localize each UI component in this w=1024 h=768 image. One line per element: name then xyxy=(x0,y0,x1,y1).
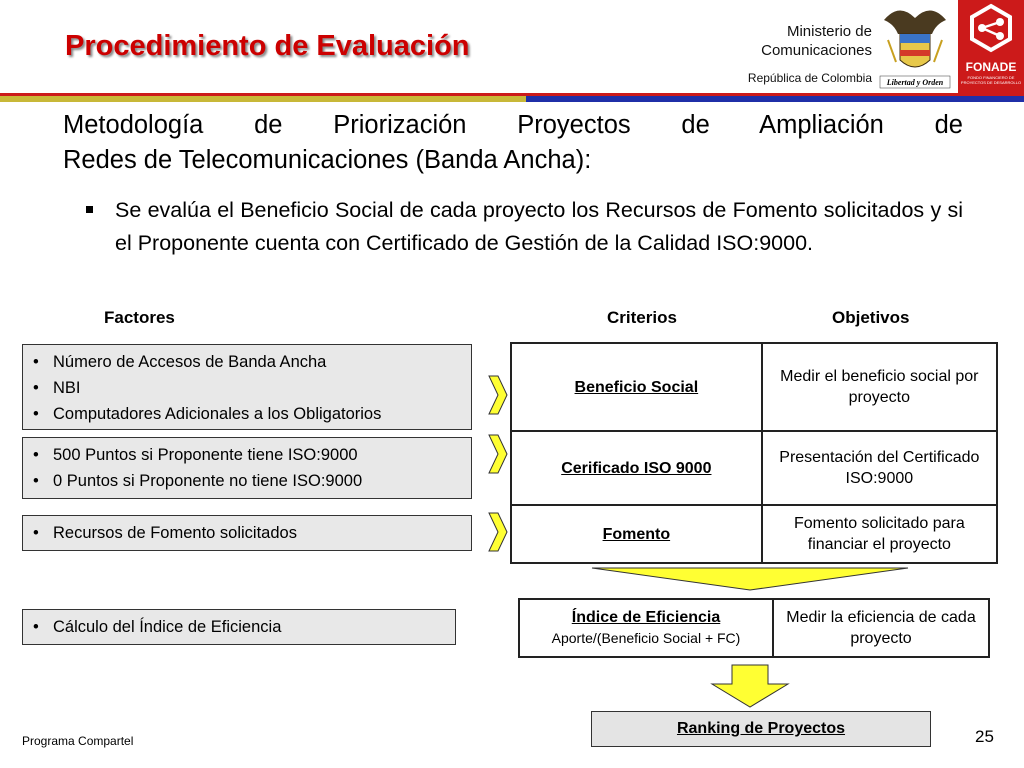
table-row xyxy=(511,431,997,505)
fonade-emblem-icon xyxy=(958,0,1024,58)
square-bullet-icon xyxy=(86,206,93,213)
factor-box-2 xyxy=(22,437,472,499)
criterio-cell: Beneficio Social xyxy=(511,343,762,431)
ministry-name xyxy=(761,22,872,60)
objetivo-cell: Medir el beneficio social por proyecto xyxy=(762,343,997,431)
factor-box-1 xyxy=(22,344,472,430)
column-factores: Factores xyxy=(104,308,175,327)
index-formula: Aporte/(Beneficio Social + FC) xyxy=(551,630,741,646)
down-arrow-icon xyxy=(710,664,790,708)
factor-item: • NBI xyxy=(31,375,463,401)
table-row xyxy=(511,505,997,563)
colombia-crest-icon xyxy=(874,0,956,94)
criteria-table xyxy=(510,342,998,564)
factor-box-calc xyxy=(22,609,456,645)
heading-line1: Metodología de Priorización Proyectos de Ampliación de xyxy=(63,111,963,139)
header-rule-olive xyxy=(0,96,526,102)
chevron-right-icon xyxy=(488,375,508,415)
ministry-country: República de Colombia xyxy=(747,71,872,85)
factor-item: • Computadores Adicionales a los Obligatorios xyxy=(31,401,463,427)
factor-item: • Número de Accesos de Banda Ancha xyxy=(31,349,463,375)
header-rule-blue xyxy=(526,96,1024,102)
index-cell xyxy=(519,599,773,657)
index-title: Índice de Eficiencia xyxy=(571,609,721,626)
index-objetivo: Medir la eficiencia de cada proyecto xyxy=(773,599,989,657)
criterio-cell: Fomento xyxy=(511,505,762,563)
factor-item: • 0 Puntos si Proponente no tiene ISO:9000 xyxy=(31,468,463,494)
objetivo-cell: Fomento solicitado para financiar el proyecto xyxy=(762,505,997,563)
footer-program: Programa Compartel xyxy=(22,734,134,748)
ministry-line1: Ministerio de xyxy=(786,23,872,40)
factor-item: • Cálculo del Índice de Eficiencia xyxy=(31,614,447,640)
page-number: 25 xyxy=(975,727,994,746)
crest-motto: Libertad y Orden xyxy=(886,78,944,87)
criterio-cell: Cerificado ISO 9000 xyxy=(511,431,762,505)
table-row xyxy=(519,599,989,657)
column-objetivos: Objetivos xyxy=(832,308,910,327)
slide-title: Procedimiento de Evaluación xyxy=(65,30,470,62)
table-row xyxy=(511,343,997,431)
fonade-logo-text: FONADE xyxy=(965,60,1017,74)
factor-item: • 500 Puntos si Proponente tiene ISO:9000 xyxy=(31,442,463,468)
objetivo-cell: Presentación del Certificado ISO:9000 xyxy=(762,431,997,505)
index-table xyxy=(518,598,990,658)
column-criterios: Criterios xyxy=(607,308,677,327)
factor-box-3 xyxy=(22,515,472,551)
section-heading xyxy=(63,108,963,178)
factor-item: • Recursos de Fomento solicitados xyxy=(31,520,463,546)
ministry-line2: Comunicaciones xyxy=(761,42,872,59)
fonade-logo-subtitle: FONDO FINANCIERO DE PROYECTOS DE DESARROLLO xyxy=(960,75,1022,85)
funnel-arrow-icon xyxy=(590,566,910,592)
chevron-right-icon xyxy=(488,434,508,474)
ranking-box: Ranking de Proyectos xyxy=(591,711,931,747)
chevron-right-icon xyxy=(488,512,508,552)
heading-line2: Redes de Telecomunicaciones (Banda Ancha): xyxy=(63,146,592,174)
bullet-text: Se evalúa el Beneficio Social de cada proyecto los Recursos de Fomento solicitados y si el Proponente cuenta con Certificado de Gestión de la Calidad ISO:9000. xyxy=(115,198,963,255)
